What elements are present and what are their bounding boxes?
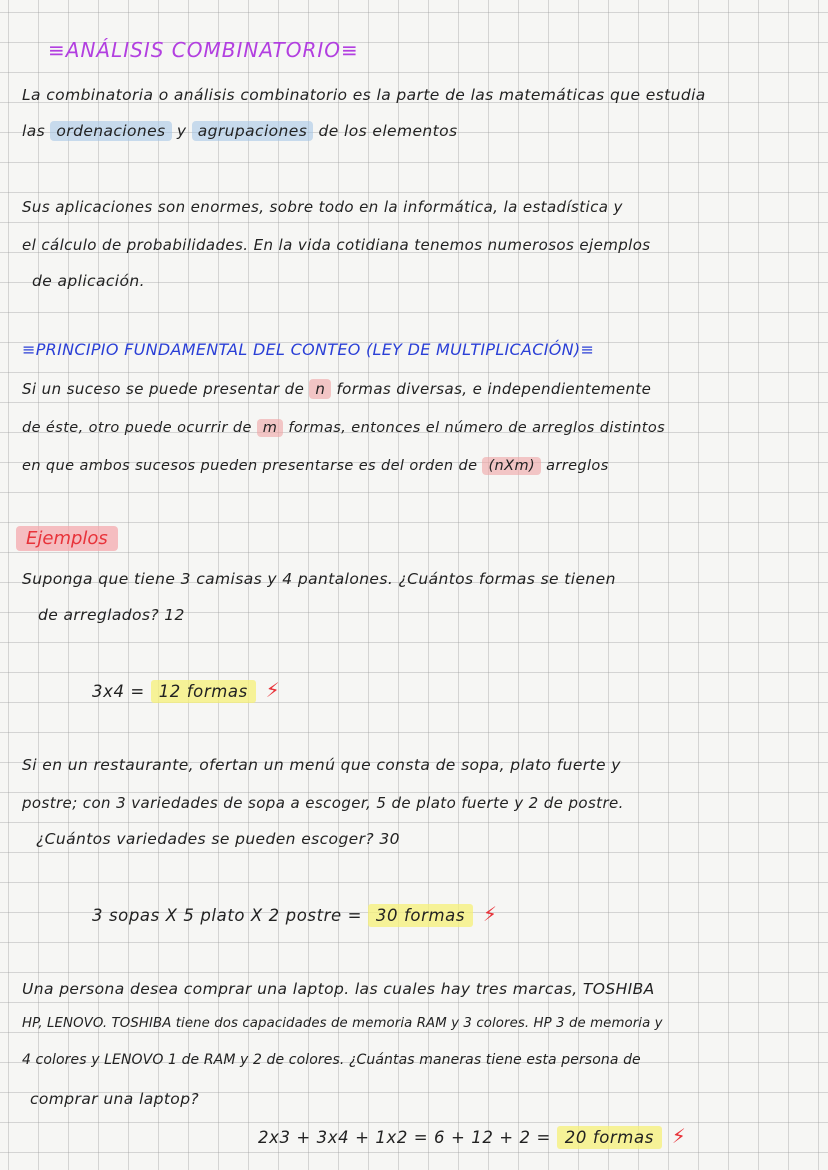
- equation-text: 3x4 =: [92, 682, 145, 701]
- applications-line-3: de aplicación.: [32, 272, 145, 290]
- intro-line-1: La combinatoria o análisis combinatorio es la parte de las matemáticas que estudia: [22, 86, 706, 104]
- check-mark-icon: ⚡: [265, 678, 281, 702]
- example2-result: 30 formas: [368, 904, 473, 927]
- example3-line-3: 4 colores y LENOVO 1 de RAM y 2 de colores. ¿Cuántas maneras tiene esta persona de: [22, 1052, 641, 1068]
- principle-line-2: [22, 420, 665, 436]
- principle-heading: ≡PRINCIPIO FUNDAMENTAL DEL CONTEO (LEY DE MULTIPLICACIÓN)≡: [22, 340, 595, 359]
- principle-text: en que ambos sucesos pueden presentarse es del orden de: [22, 458, 478, 474]
- example1-result: 12 formas: [151, 680, 256, 703]
- highlight-n: n: [309, 379, 331, 399]
- principle-line-3: [22, 458, 609, 474]
- example2-line-1: Si en un restaurante, ofertan un menú que consta de sopa, plato fuerte y: [22, 756, 621, 774]
- page-title: ≡ANÁLISIS COMBINATORIO≡: [48, 38, 359, 62]
- intro-text: de los elementos: [318, 122, 458, 140]
- example2-line-3: ¿Cuántos variedades se pueden escoger? 30: [36, 830, 400, 848]
- highlight-nxm: (nXm): [482, 457, 541, 475]
- principle-line-1: [22, 380, 651, 398]
- applications-line-2: el cálculo de probabilidades. En la vida cotidiana tenemos numerosos ejemplos: [22, 236, 651, 254]
- principle-text: formas, entonces el número de arreglos distintos: [288, 420, 666, 436]
- example3-line-4: comprar una laptop?: [30, 1090, 200, 1108]
- principle-text: de éste, otro puede ocurrir de: [22, 420, 252, 436]
- example1-line-1: Suponga que tiene 3 camisas y 4 pantalones. ¿Cuántos formas se tienen: [22, 570, 616, 588]
- example2-equation: [92, 902, 498, 926]
- highlight-m: m: [257, 419, 284, 437]
- example1-line-2: de arreglados? 12: [38, 606, 185, 624]
- principle-text: formas diversas, e independientemente: [336, 380, 652, 398]
- example2-line-2: postre; con 3 variedades de sopa a escoger, 5 de plato fuerte y 2 de postre.: [22, 794, 624, 812]
- intro-line-2: [22, 122, 457, 140]
- equation-text: 3 sopas X 5 plato X 2 postre =: [92, 906, 363, 925]
- examples-tag: Ejemplos: [16, 526, 118, 551]
- intro-text: y: [176, 122, 187, 140]
- check-mark-icon: ⚡: [482, 902, 498, 926]
- example3-result: 20 formas: [557, 1126, 662, 1149]
- highlight-ordenaciones: ordenaciones: [50, 121, 171, 141]
- example3-equation: [258, 1124, 686, 1148]
- applications-line-1: Sus aplicaciones son enormes, sobre todo en la informática, la estadística y: [22, 198, 623, 216]
- highlight-agrupaciones: agrupaciones: [192, 121, 313, 141]
- intro-text: las: [22, 122, 46, 140]
- example3-line-1: Una persona desea comprar una laptop. las cuales hay tres marcas, TOSHIBA: [22, 980, 655, 998]
- example3-line-2: HP, LENOVO. TOSHIBA tiene dos capacidades de memoria RAM y 3 colores. HP 3 de memoria y: [22, 1016, 663, 1031]
- principle-text: Si un suceso se puede presentar de: [22, 380, 305, 398]
- principle-text: arreglos: [546, 458, 609, 474]
- example1-equation: [92, 678, 280, 702]
- check-mark-icon: ⚡: [671, 1124, 687, 1148]
- equation-text: 2x3 + 3x4 + 1x2 = 6 + 12 + 2 =: [258, 1128, 551, 1147]
